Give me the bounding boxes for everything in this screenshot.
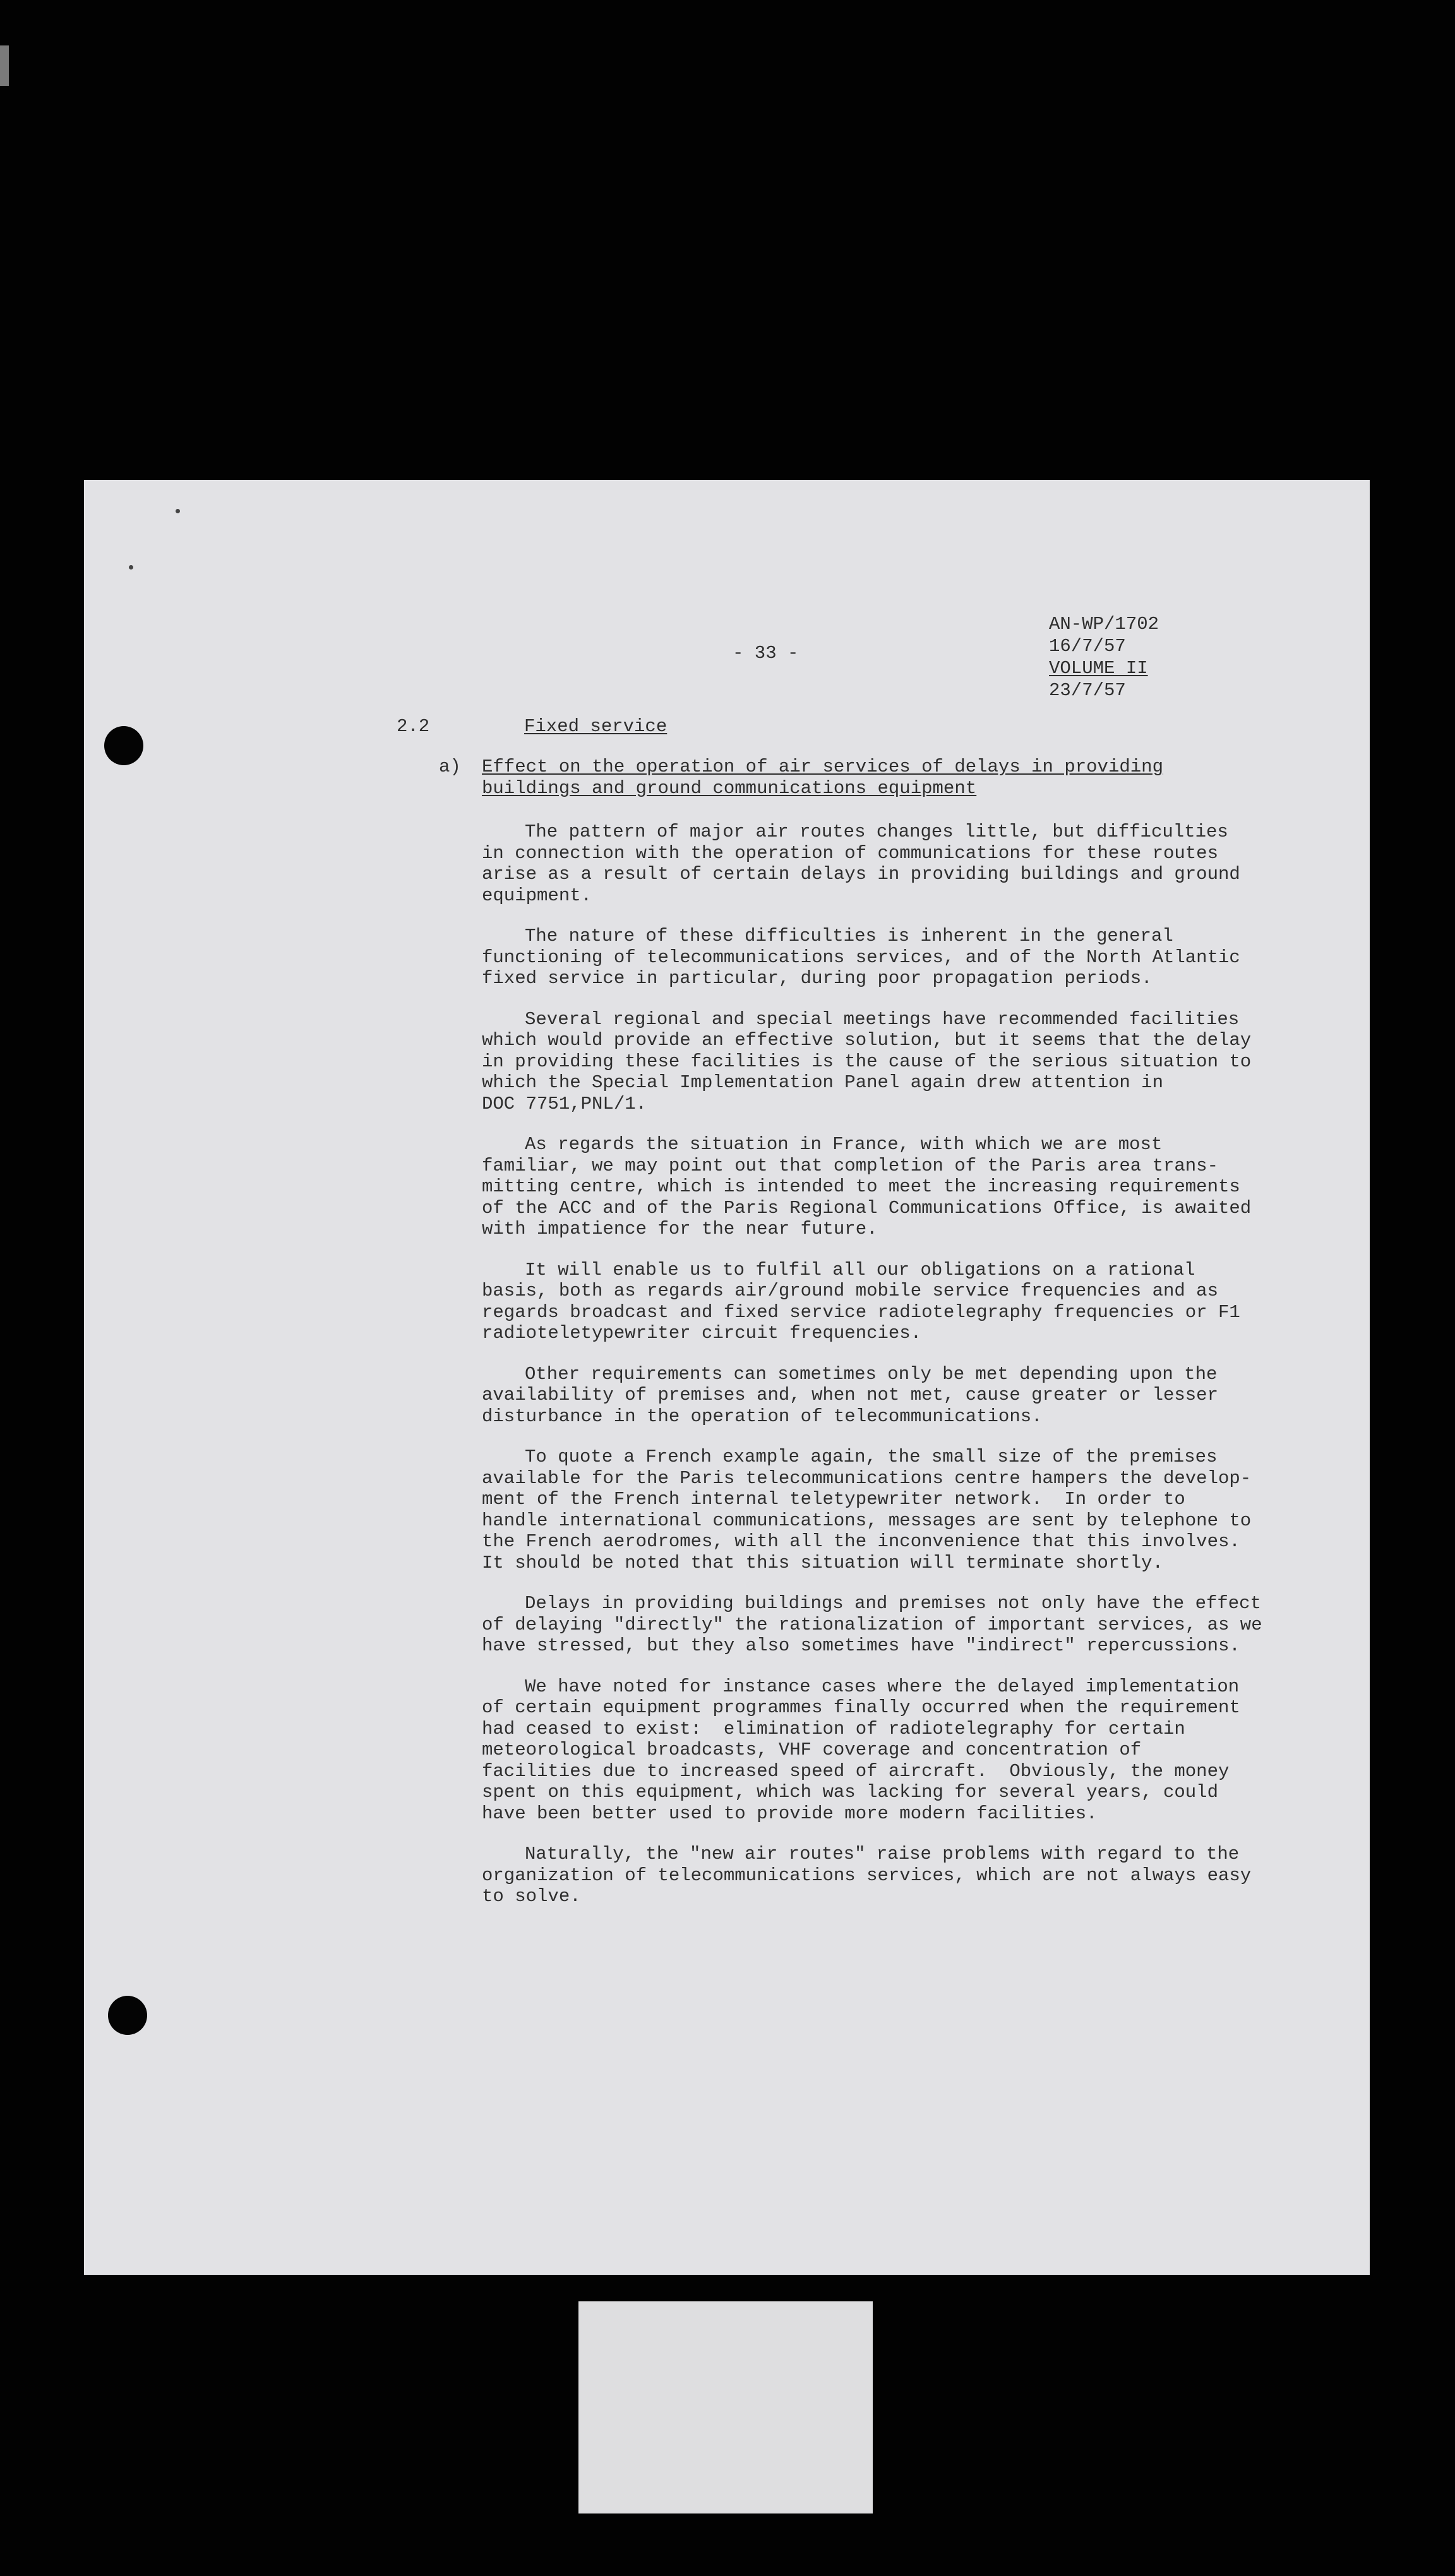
subsection-label: a)	[439, 756, 461, 777]
text-line: As regards the situation in France, with which we are most	[525, 1134, 1163, 1155]
text-line: the French aerodromes, with all the inconvenience that this involves.	[482, 1531, 1240, 1552]
text-line: regards broadcast and fixed service radiotelegraphy frequencies or F1	[482, 1301, 1240, 1323]
document-page	[84, 480, 1370, 2275]
text-line: The nature of these difficulties is inherent in the general	[525, 926, 1173, 946]
text-line: It should be noted that this situation will terminate shortly.	[482, 1552, 1163, 1573]
text-line: of delaying "directly" the rationalization of important services, as we	[482, 1614, 1262, 1635]
text-line: equipment.	[482, 885, 592, 906]
body-paragraph	[482, 821, 1240, 906]
subsection-title-line: Effect on the operation of air services of delays in providing	[482, 756, 1163, 777]
text-line: radioteletypewriter circuit frequencies.	[482, 1323, 922, 1344]
text-line: of certain equipment programmes finally occurred when the requirement	[482, 1697, 1240, 1718]
film-edge-mark	[0, 45, 9, 86]
punch-hole-bottom	[108, 1996, 147, 2035]
dust-speck	[176, 509, 180, 513]
body-paragraph	[482, 926, 1240, 989]
text-line: to solve.	[482, 1886, 581, 1907]
text-line: spent on this equipment, which was lacking for several years, could	[482, 1782, 1218, 1803]
text-line: availability of premises and, when not met, cause greater or lesser	[482, 1385, 1218, 1405]
dust-speck	[129, 565, 133, 569]
text-line: of the ACC and of the Paris Regional Communications Office, is awaited	[482, 1197, 1252, 1219]
reference-line: 23/7/57	[1049, 680, 1126, 701]
text-line: The pattern of major air routes changes little, but difficulties	[525, 821, 1228, 842]
text-line: Delays in providing buildings and premises not only have the effect	[525, 1593, 1261, 1614]
text-line: We have noted for instance cases where the delayed implementation	[525, 1676, 1240, 1697]
text-line: Naturally, the "new air routes" raise problems with regard to the	[525, 1844, 1240, 1864]
text-line: fixed service in particular, during poor propagation periods.	[482, 968, 1153, 989]
document-body	[482, 821, 1262, 1927]
text-line: disturbance in the operation of telecommunications.	[482, 1405, 1043, 1427]
text-line: organization of telecommunications services, which are not always easy	[482, 1864, 1252, 1886]
body-paragraph	[482, 1844, 1252, 1907]
document-reference-block	[1049, 613, 1238, 701]
reference-line: AN-WP/1702	[1049, 614, 1159, 635]
text-line: facilities due to increased speed of aircraft. Obviously, the money	[482, 1760, 1230, 1782]
text-line: To quote a French example again, the small size of the premises	[525, 1446, 1218, 1467]
text-line: which the Special Implementation Panel again drew attention in	[482, 1072, 1163, 1093]
subsection-title	[482, 756, 1214, 799]
text-line: with impatience for the near future.	[482, 1219, 878, 1239]
text-line: Other requirements can sometimes only be met depending upon the	[525, 1363, 1218, 1385]
text-line: have been better used to provide more modern facilities.	[482, 1803, 1098, 1824]
text-line: mitting centre, which is intended to meet the increasing requirements	[482, 1176, 1240, 1197]
punch-hole-top	[104, 726, 143, 765]
subsection-title-line: buildings and ground communications equipment	[482, 777, 977, 799]
text-line: have stressed, but they also sometimes have "indirect" repercussions.	[482, 1635, 1240, 1656]
text-line: handle international communications, messages are sent by telephone to	[482, 1510, 1252, 1531]
text-line: DOC 7751,PNL/1.	[482, 1093, 647, 1114]
section-number: 2.2	[397, 716, 430, 737]
body-paragraph	[482, 1593, 1262, 1657]
text-line: arise as a result of certain delays in providing buildings and ground	[482, 864, 1240, 885]
body-paragraph	[482, 1008, 1252, 1115]
page-number: - 33 -	[733, 643, 799, 664]
body-paragraph	[482, 1364, 1240, 1428]
text-line: familiar, we may point out that completion of the Paris area trans-	[482, 1155, 1218, 1176]
text-line: meteorological broadcasts, VHF coverage and concentration of	[482, 1739, 1142, 1760]
text-line: functioning of telecommunications services, and of the North Atlantic	[482, 946, 1240, 968]
body-paragraph	[482, 1134, 1252, 1240]
body-paragraph	[482, 1446, 1252, 1573]
text-line: It will enable us to fulfil all our obligations on a rational	[525, 1259, 1195, 1280]
blank-paper-slip	[578, 2301, 873, 2513]
text-line: in connection with the operation of communications for these routes	[482, 842, 1218, 864]
body-paragraph	[482, 1676, 1240, 1825]
text-line: Several regional and special meetings have recommended facilities	[525, 1008, 1240, 1030]
reference-line: VOLUME II	[1049, 658, 1148, 679]
text-line: ment of the French internal teletypewriter network. In order to	[482, 1489, 1185, 1510]
body-paragraph	[482, 1260, 1240, 1344]
text-line: basis, both as regards air/ground mobile service frequencies and as	[482, 1280, 1218, 1301]
text-line: which would provide an effective solution, but it seems that the delay	[482, 1030, 1252, 1051]
text-line: available for the Paris telecommunications centre hampers the develop-	[482, 1467, 1252, 1489]
text-line: had ceased to exist: elimination of radiotelegraphy for certain	[482, 1718, 1185, 1739]
text-line: in providing these facilities is the cause of the serious situation to	[482, 1051, 1252, 1072]
reference-line: 16/7/57	[1049, 636, 1126, 657]
section-title: Fixed service	[524, 716, 668, 737]
